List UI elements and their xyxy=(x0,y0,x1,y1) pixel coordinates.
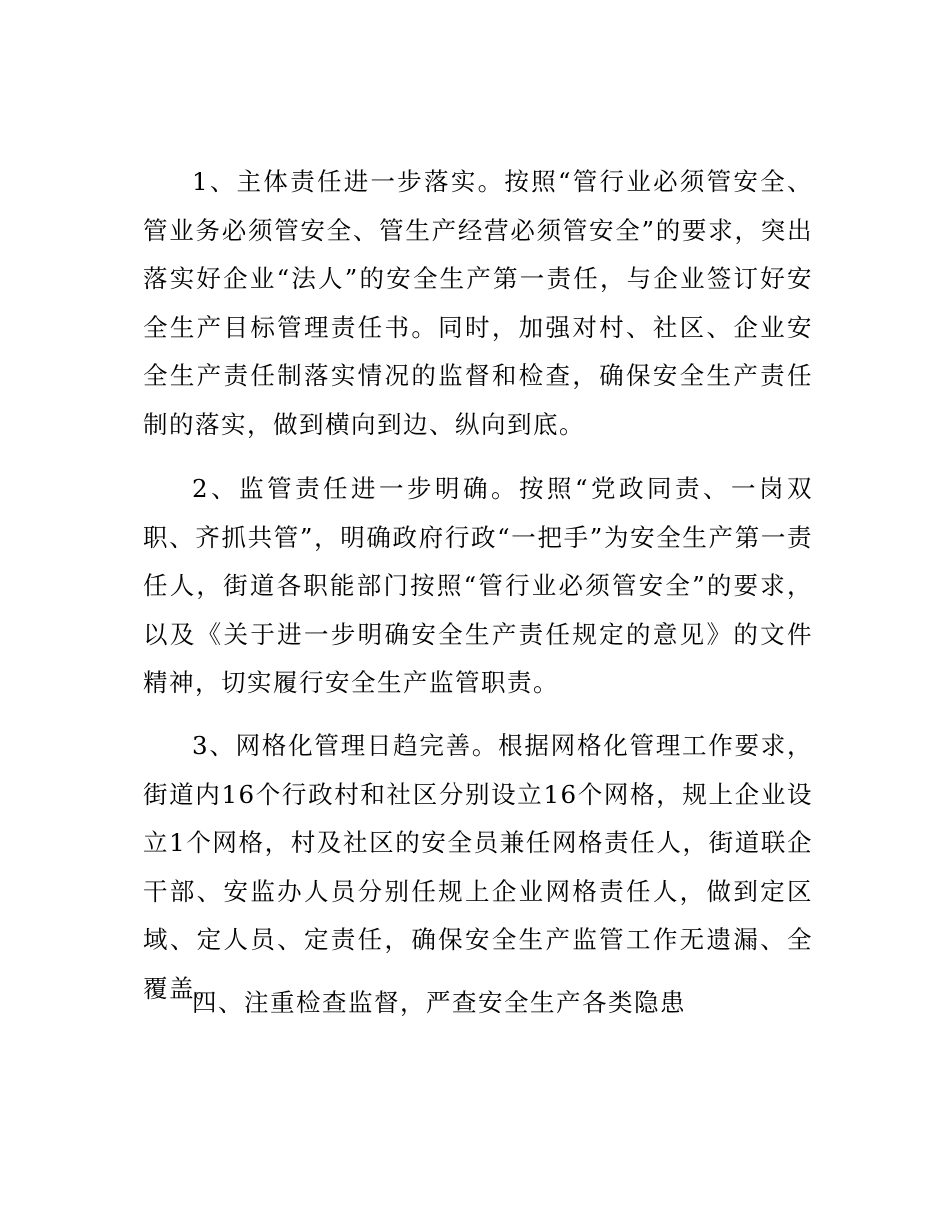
paragraph-main-responsibility: 1、主体责任进一步落实。按照“管行业必须管安全、管业务必须管安全、管生产经营必须管安全”的要求，突出落实好企业“法人”的安全生产第一责任，与企业签订好安全生产目标管理责任书。同时，加强对村、社区、企业安全生产责任制落实情况的监督和检查，确保安全生产责任制的落实，做到横向到边、纵向到底。 xyxy=(143,167,813,439)
paragraph-grid-management: 3、网格化管理日趋完善。根据网格化管理工作要求，街道内16个行政村和社区分别设立16个网格，规上企业设立1个网格，村及社区的安全员兼任网格责任人，街道联企干部、安监办人员分别任规上企业网格责任人，做到定区域、定人员、定责任，确保安全生产监管工作无遗漏、全覆盖。 xyxy=(143,731,813,1003)
section-heading-inspection: 四、注重检查监督，严查安全生产各类隐患 xyxy=(192,988,686,1017)
paragraph-supervision-responsibility: 2、监管责任进一步明确。按照“党政同责、一岗双职、齐抓共管”，明确政府行政“一把手”为安全生产第一责任人，街道各职能部门按照“管行业必须管安全”的要求，以及《关于进一步明确安全生产责任规定的意见》的文件精神，切实履行安全生产监管职责。 xyxy=(143,474,813,697)
